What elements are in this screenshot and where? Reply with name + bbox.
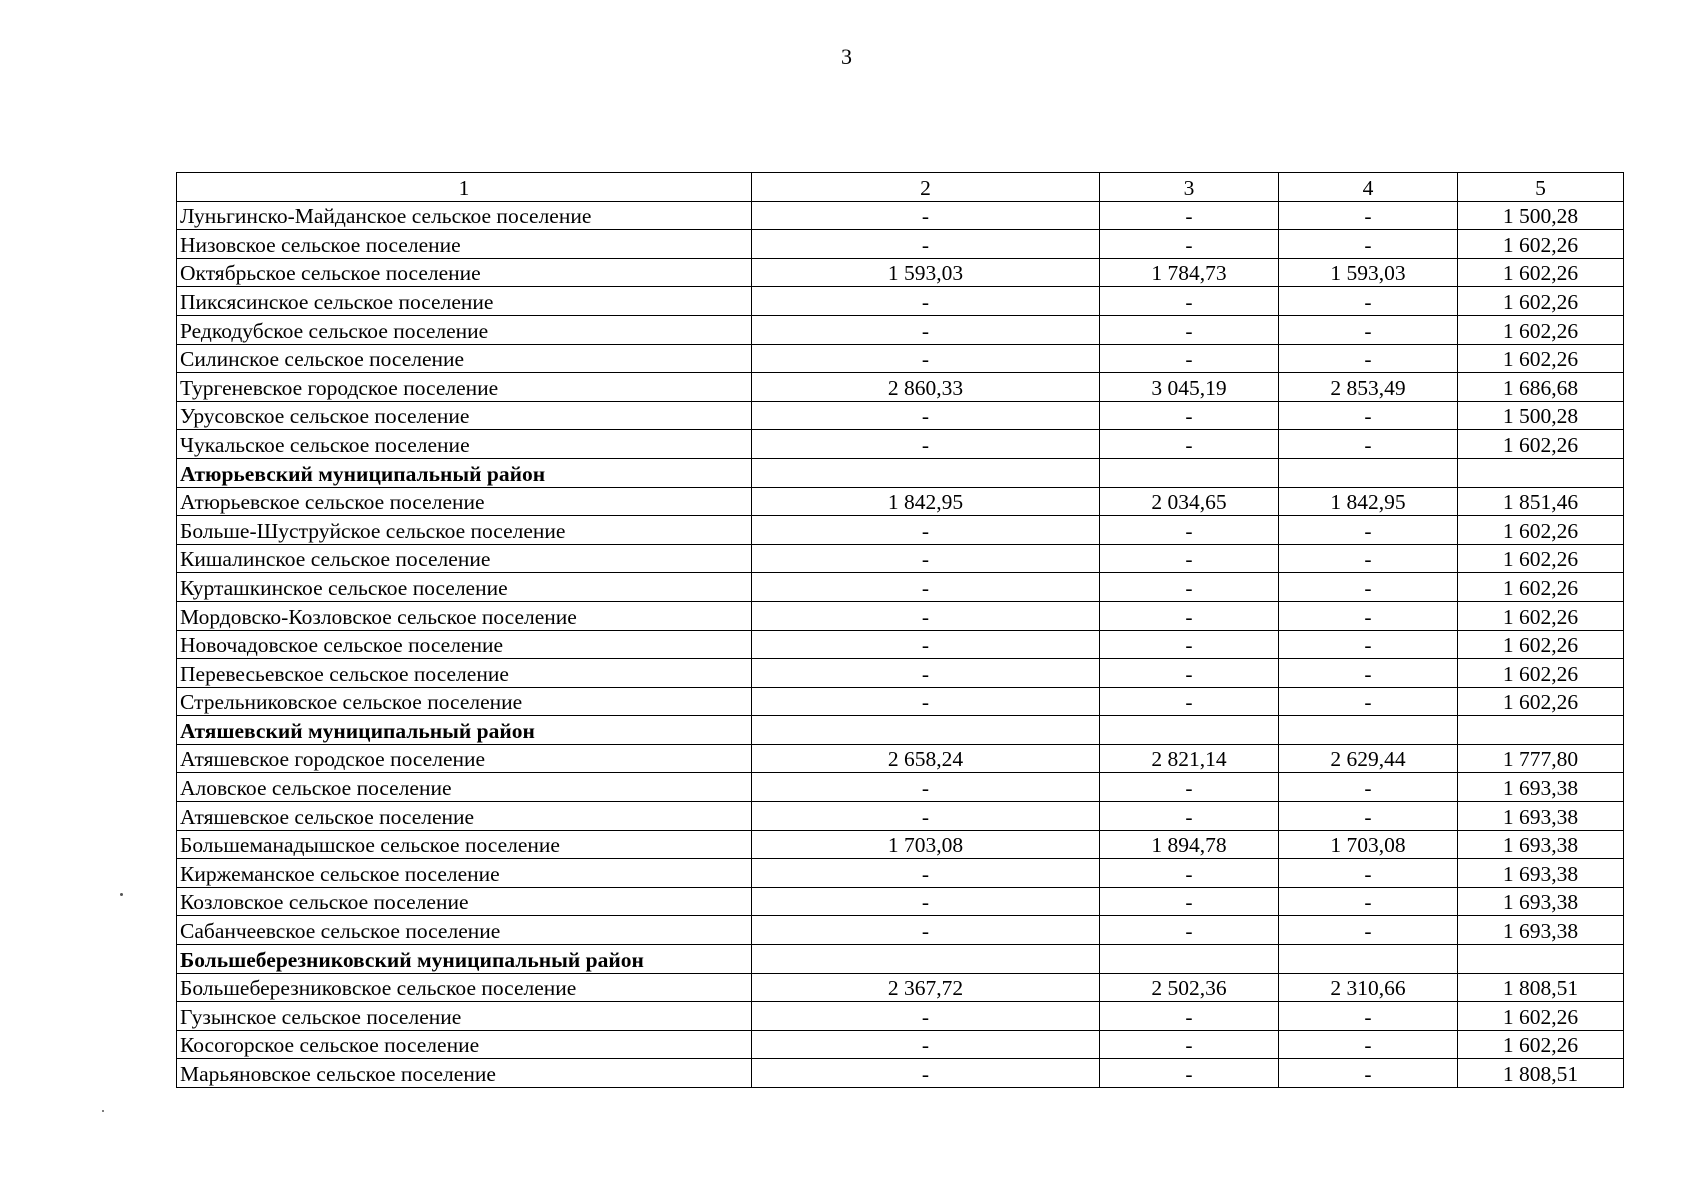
value-cell-col2: 2 658,24 (752, 744, 1100, 773)
value-cell-col3: 2 034,65 (1100, 487, 1279, 516)
column-header-3: 3 (1100, 173, 1279, 202)
table-body (177, 201, 1624, 1087)
value-cell-col5: 1 602,26 (1458, 344, 1624, 373)
settlement-name-cell: Атяшевское сельское поселение (177, 802, 752, 831)
value-cell-col5: 1 500,28 (1458, 201, 1624, 230)
value-cell-col2: - (752, 859, 1100, 888)
value-cell-col3: - (1100, 659, 1279, 688)
settlement-name-cell: Сабанчеевское сельское поселение (177, 916, 752, 945)
value-cell-col4: - (1279, 287, 1458, 316)
value-cell-col4: - (1279, 544, 1458, 573)
value-cell-col5: 1 602,26 (1458, 1002, 1624, 1031)
tariff-table (176, 172, 1624, 1088)
settlement-name-cell: Новочадовское сельское поселение (177, 630, 752, 659)
value-cell-col4 (1279, 458, 1458, 487)
table-row (177, 601, 1624, 630)
value-cell-col5 (1458, 458, 1624, 487)
value-cell-col3: - (1100, 802, 1279, 831)
value-cell-col2 (752, 458, 1100, 487)
value-cell-col5: 1 602,26 (1458, 630, 1624, 659)
settlement-name-cell: Мордовско-Козловское сельское поселение (177, 601, 752, 630)
value-cell-col3: - (1100, 430, 1279, 459)
value-cell-col2: - (752, 1030, 1100, 1059)
table-row (177, 373, 1624, 402)
value-cell-col3: - (1100, 201, 1279, 230)
value-cell-col2: - (752, 516, 1100, 545)
settlement-name-cell: Атяшевское городское поселение (177, 744, 752, 773)
value-cell-col5: 1 602,26 (1458, 287, 1624, 316)
value-cell-col4: - (1279, 201, 1458, 230)
value-cell-col4 (1279, 716, 1458, 745)
value-cell-col3: - (1100, 344, 1279, 373)
table-row (177, 430, 1624, 459)
value-cell-col5: 1 602,26 (1458, 601, 1624, 630)
value-cell-col3: - (1100, 601, 1279, 630)
scan-speck (120, 893, 123, 896)
settlement-name-cell: Курташкинское сельское поселение (177, 573, 752, 602)
table-row (177, 887, 1624, 916)
settlement-name-cell: Низовское сельское поселение (177, 230, 752, 259)
value-cell-col4: - (1279, 230, 1458, 259)
value-cell-col5: 1 602,26 (1458, 659, 1624, 688)
table-row (177, 516, 1624, 545)
value-cell-col4: 1 593,03 (1279, 258, 1458, 287)
table-row (177, 315, 1624, 344)
value-cell-col5: 1 602,26 (1458, 230, 1624, 259)
value-cell-col3: - (1100, 630, 1279, 659)
district-row (177, 945, 1624, 974)
table-row (177, 230, 1624, 259)
value-cell-col5: 1 602,26 (1458, 1030, 1624, 1059)
value-cell-col5: 1 500,28 (1458, 401, 1624, 430)
district-row (177, 458, 1624, 487)
value-cell-col5: 1 602,26 (1458, 573, 1624, 602)
value-cell-col2: - (752, 315, 1100, 344)
value-cell-col5: 1 851,46 (1458, 487, 1624, 516)
value-cell-col5: 1 693,38 (1458, 802, 1624, 831)
value-cell-col4: 1 842,95 (1279, 487, 1458, 516)
value-cell-col4: - (1279, 430, 1458, 459)
value-cell-col4: - (1279, 315, 1458, 344)
value-cell-col2 (752, 945, 1100, 974)
settlement-name-cell: Больше-Шуструйское сельское поселение (177, 516, 752, 545)
value-cell-col5: 1 693,38 (1458, 887, 1624, 916)
table-header (177, 173, 1624, 202)
value-cell-col5 (1458, 945, 1624, 974)
table-row (177, 687, 1624, 716)
value-cell-col2: 2 860,33 (752, 373, 1100, 402)
value-cell-col4: - (1279, 916, 1458, 945)
value-cell-col5: 1 808,51 (1458, 1059, 1624, 1088)
value-cell-col4: - (1279, 1030, 1458, 1059)
value-cell-col5: 1 777,80 (1458, 744, 1624, 773)
value-cell-col4: - (1279, 687, 1458, 716)
value-cell-col5: 1 602,26 (1458, 516, 1624, 545)
settlement-name-cell: Марьяновское сельское поселение (177, 1059, 752, 1088)
column-header-2: 2 (752, 173, 1100, 202)
value-cell-col2: - (752, 687, 1100, 716)
value-cell-col2: - (752, 1002, 1100, 1031)
value-cell-col4: - (1279, 573, 1458, 602)
value-cell-col3: - (1100, 1002, 1279, 1031)
value-cell-col3: - (1100, 544, 1279, 573)
column-header-1: 1 (177, 173, 752, 202)
value-cell-col5 (1458, 716, 1624, 745)
column-header-4: 4 (1279, 173, 1458, 202)
value-cell-col4: - (1279, 802, 1458, 831)
table-row (177, 287, 1624, 316)
value-cell-col5: 1 602,26 (1458, 258, 1624, 287)
value-cell-col3 (1100, 716, 1279, 745)
header-row (177, 173, 1624, 202)
table-row (177, 859, 1624, 888)
table-row (177, 401, 1624, 430)
settlement-name-cell: Пиксясинское сельское поселение (177, 287, 752, 316)
value-cell-col5: 1 602,26 (1458, 544, 1624, 573)
settlement-name-cell: Редкодубское сельское поселение (177, 315, 752, 344)
value-cell-col2: 1 842,95 (752, 487, 1100, 516)
value-cell-col4: 2 310,66 (1279, 973, 1458, 1002)
value-cell-col4: 2 853,49 (1279, 373, 1458, 402)
value-cell-col4: 2 629,44 (1279, 744, 1458, 773)
value-cell-col5: 1 808,51 (1458, 973, 1624, 1002)
settlement-name-cell: Чукальское сельское поселение (177, 430, 752, 459)
scan-speck (102, 1110, 104, 1112)
value-cell-col3: - (1100, 773, 1279, 802)
value-cell-col3: 1 894,78 (1100, 830, 1279, 859)
settlement-name-cell: Стрельниковское сельское поселение (177, 687, 752, 716)
settlement-name-cell: Октябрьское сельское поселение (177, 258, 752, 287)
value-cell-col3: - (1100, 287, 1279, 316)
value-cell-col2: 1 703,08 (752, 830, 1100, 859)
value-cell-col2: - (752, 887, 1100, 916)
settlement-name-cell: Косогорское сельское поселение (177, 1030, 752, 1059)
value-cell-col5: 1 693,38 (1458, 830, 1624, 859)
value-cell-col2: - (752, 802, 1100, 831)
table-row (177, 973, 1624, 1002)
value-cell-col3: - (1100, 315, 1279, 344)
value-cell-col2: - (752, 287, 1100, 316)
table-row (177, 573, 1624, 602)
value-cell-col2: - (752, 916, 1100, 945)
value-cell-col2: - (752, 573, 1100, 602)
value-cell-col5: 1 602,26 (1458, 430, 1624, 459)
value-cell-col2: - (752, 773, 1100, 802)
settlement-name-cell: Атюрьевский муниципальный район (177, 458, 752, 487)
value-cell-col4: - (1279, 1002, 1458, 1031)
value-cell-col2: 1 593,03 (752, 258, 1100, 287)
value-cell-col2: - (752, 544, 1100, 573)
value-cell-col2: - (752, 401, 1100, 430)
value-cell-col4: - (1279, 1059, 1458, 1088)
page-number: 3 (841, 44, 852, 69)
value-cell-col2: - (752, 601, 1100, 630)
table-row (177, 659, 1624, 688)
value-cell-col4: 1 703,08 (1279, 830, 1458, 859)
value-cell-col4: - (1279, 659, 1458, 688)
value-cell-col4: - (1279, 401, 1458, 430)
district-row (177, 716, 1624, 745)
value-cell-col3: 2 821,14 (1100, 744, 1279, 773)
value-cell-col5: 1 686,68 (1458, 373, 1624, 402)
settlement-name-cell: Большеберезниковский муниципальный район (177, 945, 752, 974)
value-cell-col3: - (1100, 1030, 1279, 1059)
value-cell-col3: - (1100, 687, 1279, 716)
table-row (177, 1059, 1624, 1088)
settlement-name-cell: Перевесьевское сельское поселение (177, 659, 752, 688)
value-cell-col3: - (1100, 916, 1279, 945)
value-cell-col2: - (752, 430, 1100, 459)
table-row (177, 802, 1624, 831)
value-cell-col5: 1 693,38 (1458, 916, 1624, 945)
value-cell-col4: - (1279, 344, 1458, 373)
table-row (177, 1030, 1624, 1059)
table-row (177, 201, 1624, 230)
value-cell-col4: - (1279, 773, 1458, 802)
value-cell-col3: 2 502,36 (1100, 973, 1279, 1002)
value-cell-col3: 3 045,19 (1100, 373, 1279, 402)
value-cell-col4: - (1279, 630, 1458, 659)
value-cell-col3: - (1100, 401, 1279, 430)
value-cell-col3: - (1100, 1059, 1279, 1088)
value-cell-col5: 1 602,26 (1458, 315, 1624, 344)
table-row (177, 830, 1624, 859)
value-cell-col2: - (752, 230, 1100, 259)
value-cell-col3: - (1100, 573, 1279, 602)
value-cell-col2: 2 367,72 (752, 973, 1100, 1002)
settlement-name-cell: Атяшевский муниципальный район (177, 716, 752, 745)
value-cell-col3: - (1100, 516, 1279, 545)
table-row (177, 344, 1624, 373)
settlement-name-cell: Урусовское сельское поселение (177, 401, 752, 430)
settlement-name-cell: Киржеманское сельское поселение (177, 859, 752, 888)
settlement-name-cell: Атюрьевское сельское поселение (177, 487, 752, 516)
table-row (177, 487, 1624, 516)
settlement-name-cell: Большеманадышское сельское поселение (177, 830, 752, 859)
value-cell-col5: 1 693,38 (1458, 859, 1624, 888)
value-cell-col2: - (752, 630, 1100, 659)
value-cell-col3: - (1100, 859, 1279, 888)
value-cell-col4: - (1279, 601, 1458, 630)
table-row (177, 744, 1624, 773)
value-cell-col4: - (1279, 859, 1458, 888)
settlement-name-cell: Луньгинско-Майданское сельское поселение (177, 201, 752, 230)
column-header-5: 5 (1458, 173, 1624, 202)
value-cell-col3: 1 784,73 (1100, 258, 1279, 287)
settlement-name-cell: Тургеневское городское поселение (177, 373, 752, 402)
table-row (177, 1002, 1624, 1031)
settlement-name-cell: Козловское сельское поселение (177, 887, 752, 916)
value-cell-col4: - (1279, 887, 1458, 916)
value-cell-col4: - (1279, 516, 1458, 545)
table-row (177, 916, 1624, 945)
value-cell-col5: 1 602,26 (1458, 687, 1624, 716)
table-row (177, 773, 1624, 802)
settlement-name-cell: Кишалинское сельское поселение (177, 544, 752, 573)
value-cell-col3: - (1100, 887, 1279, 916)
value-cell-col2 (752, 716, 1100, 745)
value-cell-col2: - (752, 344, 1100, 373)
value-cell-col2: - (752, 1059, 1100, 1088)
settlement-name-cell: Большеберезниковское сельское поселение (177, 973, 752, 1002)
table-row (177, 258, 1624, 287)
value-cell-col3: - (1100, 230, 1279, 259)
value-cell-col3 (1100, 945, 1279, 974)
value-cell-col2: - (752, 659, 1100, 688)
settlement-name-cell: Гузынское сельское поселение (177, 1002, 752, 1031)
value-cell-col2: - (752, 201, 1100, 230)
value-cell-col3 (1100, 458, 1279, 487)
table-row (177, 630, 1624, 659)
settlement-name-cell: Аловское сельское поселение (177, 773, 752, 802)
value-cell-col5: 1 693,38 (1458, 773, 1624, 802)
table-row (177, 544, 1624, 573)
settlement-name-cell: Силинское сельское поселение (177, 344, 752, 373)
value-cell-col4 (1279, 945, 1458, 974)
